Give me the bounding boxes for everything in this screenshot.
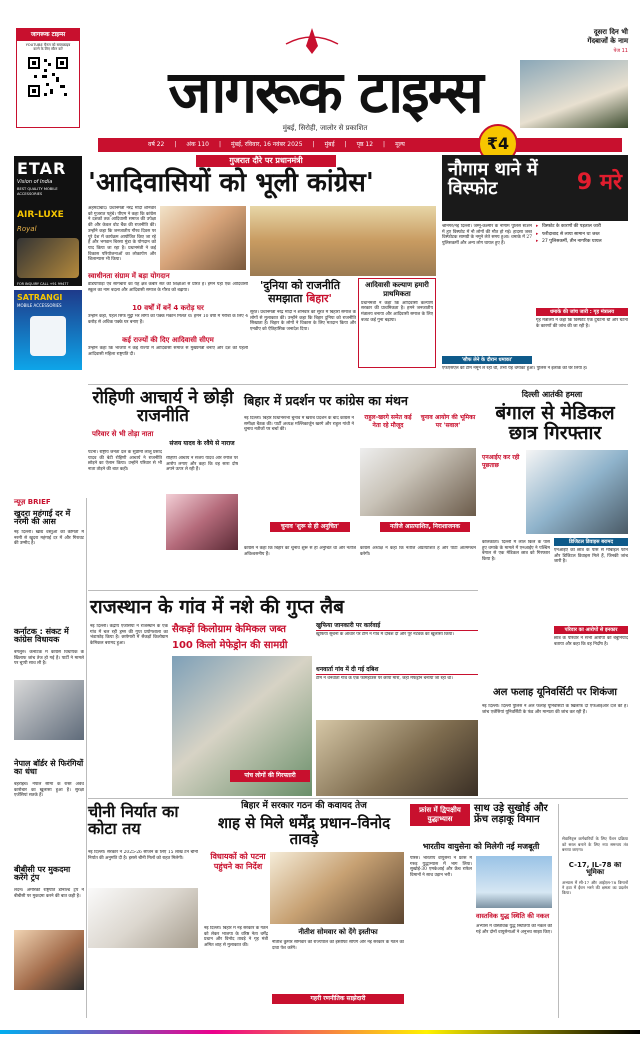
lead-sub3-body: उन्होंने कहा कि भाजपा ने कई राज्यों में आदिवासी समाज से मुख्यमंत्री बनाए और देश को पहली आदिवासी महिला राष्ट्रपति दी। (88, 346, 248, 357)
edition-price-label: मूल्य (395, 141, 405, 149)
delhi-attack-tag: एनआईए कर रही पूछताछ (482, 454, 520, 469)
pen-nib-logo (282, 26, 342, 56)
seizure-photo (316, 720, 478, 796)
explosion-bullet-2: ▸ फरीदाबाद से लाया सामान था जब्त (536, 232, 628, 238)
china-headline[interactable]: चीनी निर्यात का कोटा तय (88, 802, 179, 838)
delhi-attack-sub-body: एनआईए को छात्र के पास से मोबाइल फोन और डिजिटल डिवाइस मिले हैं, जिनकी जांच जारी है। (554, 548, 628, 565)
price-value: ₹4 (486, 134, 510, 153)
stage-photo (250, 206, 436, 276)
pension-body: सेवानिवृत्त कर्मचारियों के लिए पेंशन प्रक्रिया को सरल बनाने के लिए नया समन्वय तंत्र बनाया जाएगा। (562, 836, 628, 852)
france-caption-body: अभ्यास में वास्तविक युद्ध स्थितियों की नकल की गई और दोनों वायुसेनाओं ने अनुभव साझा किए। (476, 924, 552, 935)
france-headline[interactable]: साथ उड़े सुखोई और फ्रेंच लड़ाकू विमान (474, 803, 548, 825)
tribal-body: प्रधानमंत्री ने कहा कि आदिवासी कल्याण सरकार की प्राथमिकता है। हमने जनजातीय मंत्रालय बनाया और आदिवासी समाज के लिए बजट कई गुना बढ़ाया। (361, 300, 433, 323)
lead-body: अहमदाबाद। प्रधानमंत्री नरेंद्र मोदी शनिवार को गुजरात पहुंचे। पीएम ने कहा कि कांग्रेस ने दशकों तक आदिवासी समाज की उपेक्षा की और केवल वोट बैंक की राजनीति की। उन्होंने कहा कि जनजातीय गौरव दिवस पर पूरे देश में कार्यक्रम आयोजित किए जा रहे हैं और भगवान बिरसा मुंडा के योगदान को याद किया जा रहा है। प्रधानमंत्री ने कई विकास परियोजनाओं का लोकार्पण और शिलान्यास भी किया। (88, 206, 156, 263)
airluxe-label: AIR-LUXE (17, 210, 64, 221)
bihar-quote-highlight: बिहार' (306, 291, 332, 305)
bihar-congress-k2-body: कांग्रेस अध्यक्ष ने कहा कि नतीजे अप्रत्याशित हैं और पार्टी आत्ममंथन करेगी। (360, 546, 476, 557)
bihar-gov-body: नई दिल्ली। बिहार में नई सरकार के गठन को लेकर भाजपा के वरिष्ठ नेता धर्मेंद्र प्रधान और विनोद तावड़े ने गृह मंत्री अमित शाह से मुलाकात की। (204, 926, 268, 949)
edition-date: मुंबई, रविवार, 16 नवंबर 2025 (230, 141, 303, 149)
explosion-bullets (536, 224, 628, 284)
bihar-gov-nitish: नीतीश सोमवार को देंगे इस्तीफा (298, 928, 378, 936)
rahul-kharge-photo (360, 448, 476, 516)
edition-year: वर्ष 22 (148, 141, 165, 149)
delhi-attack-headline[interactable]: बंगाल से मेडिकल छात्र गिरफ्तार (495, 402, 615, 444)
shah-photo (270, 852, 404, 924)
bihar-congress-body: नई दिल्ली। बिहार विधानसभा चुनाव में खराब प्रदर्शन के बाद कांग्रेस ने समीक्षा बैठक की। पार्टी अध्यक्ष मल्लिकार्जुन खरगे और राहुल गांधी ने चुनाव नतीजों पर चर्चा की। (244, 416, 354, 433)
brief-h2[interactable]: कर्नाटक : संकट में कांग्रेस विधायक (14, 627, 69, 645)
bihar-congress-k2: नतीजे अप्रत्याशित, निराशाजनक (380, 522, 470, 532)
lead-sub1: स्वाधीनता संग्राम में बड़ा योगदान (88, 272, 170, 280)
cricket-photo (520, 60, 628, 128)
rajasthan-bullet-1: सैकड़ों किलोग्राम केमिकल जब्त (172, 624, 286, 635)
row-divider-1 (88, 384, 628, 385)
bihar-congress-k1: चुनाव 'शुरू से ही अनुचित' (270, 522, 350, 532)
explosion-quote: 'सौफ लेने के दौरान धमाका' (442, 356, 532, 364)
etar-tagline: BEST QUALITY MOBILE ACCESSORIES (17, 187, 58, 196)
satrangi-ad[interactable] (14, 290, 82, 370)
news-brief-label: न्यूज़ BRIEF (14, 498, 51, 506)
brief-divider (86, 498, 87, 1018)
teaser-page-tag: पेज 11 (613, 47, 628, 54)
explosion-bullet-1: ▸ विस्फोट के कारणों की पड़ताल जारी (536, 224, 628, 230)
rajasthan-tag3: धनवार्ता गांव में दी गई दबिश (316, 666, 478, 675)
delhi-attack-sub2-body: छात्र के परिवार ने सभी आरोपों को बेबुनियाद बताया और कहा कि वह निर्दोष है। (554, 636, 628, 647)
etar-sub: Vision of India (17, 179, 53, 185)
bihar-quote-line2: समझाता (268, 291, 303, 305)
teaser-line1: दूसरा दिन भी (593, 28, 628, 36)
delhi-attack-kicker: दिल्ली आतंकी हमला (521, 390, 583, 399)
rajasthan-tag2: खुफिया जानकारी पर कार्रवाई (316, 622, 478, 631)
bihar-gov-nitish-body: नीतीश कुमार सोमवार को राज्यपाल को इस्तीफा सौंपेंगे और नई सरकार के गठन का दावा पेश करेंगे। (272, 940, 404, 951)
bottom-colour-bar (0, 1030, 640, 1034)
rohini-headline[interactable]: रोहिणी आचार्य ने छोड़ी राजनीति (92, 388, 234, 426)
jets-photo (476, 856, 552, 908)
masthead-tagline: मुंबई, सिरोही, जालोर से प्रकाशित (282, 124, 368, 132)
sugar-photo (88, 888, 198, 948)
satrangi-brand: SATRANGI (17, 293, 63, 302)
explosion-bullet-3: ▸ 27 पुलिसकर्मी, तीन नागरिक घायल (536, 239, 628, 245)
bihar-congress-k1-body: कांग्रेस ने कहा कि बिहार का चुनाव शुरू से ही अनुचित था और नतीजे अविश्वसनीय हैं। (244, 546, 356, 557)
rajasthan-headline[interactable]: राजस्थान के गांव में नशे की गुप्त लैब (90, 596, 344, 618)
bihar-gov-headline2[interactable]: शाह से मिले धर्मेंद्र प्रधान–विनोद तावड़े (217, 814, 391, 848)
rajasthan-tag3-body: टीम ने धनवार्ता गांव के एक फार्महाउस पर छापा मारा, जहां मेफेड्रोन बनाया जा रहा था। (316, 676, 453, 681)
explosion-quote-body: एफएसएल की टीम नमूने ले रही थी, तभी यह धमाका हुआ। पुलिस ने इलाके को घेर लिया है। (442, 366, 588, 371)
row-divider-3 (88, 798, 628, 799)
rajasthan-body: नई दिल्ली। केंद्रीय एजेंसियों ने राजस्थान के एक गांव में चल रही ड्रग्स की गुप्त प्रयोगशाला का भंडाफोड़ किया है। छापेमारी में सैकड़ों किलोग्राम केमिकल बरामद हुआ। (90, 624, 168, 647)
france-sub: भारतीय वायुसेना को मिलेगी नई मजबूती (422, 842, 540, 851)
rohini-side-body: रोहिणी आचार्य ने संजय यादव और रमीज पर आरोप लगाए और कहा कि वह सारा दोष अपने ऊपर ले रही हैं। (166, 456, 238, 473)
bihar-gov-headline[interactable]: बिहार में सरकार गठन की कवायद तेज (241, 801, 367, 811)
pension-strip (558, 804, 628, 1018)
explosion-body: श्रीनगर/नई दिल्ली। जम्मू-कश्मीर के नौगाम पुलिस स्टेशन में हुए विस्फोट में नौ लोगों की मौत हो गई। हादसा जब्त विस्फोटक सामग्री के नमूने लेते समय हुआ। धमाके में 27 पुलिसकर्मी और अन्य लोग घायल हुए हैं। (442, 224, 532, 247)
china-body: नई दिल्ली। सरकार ने 2025-26 सीजन के लिए 15 लाख टन चीनी निर्यात की अनुमति दी है। इससे चीनी मिलों को राहत मिलेगी। (88, 850, 198, 861)
modi-photo (160, 206, 246, 270)
brief-h1[interactable]: खुदरा महंगाई दर में नरमी की आस (14, 509, 71, 527)
rohini-kicker: परिवार से भी तोड़ा नाता (92, 430, 154, 438)
satrangi-tag: MOBILE ACCESSORIES (17, 303, 62, 308)
etar-inquiry: FOR INQUIRY CALL +91 99477 71124 (17, 282, 69, 291)
edition-issue: अंक 110 (186, 141, 209, 149)
lead-sub1-body: डेडियापाड़ा एवं सागबारा का यह क्षेत्र कबीर संत की शिक्षाओं से प्रेरित है। हमने यहां एक आदिवासी स्कूल का नाम बदला और आदिवासी समाज के गौरव को बढ़ाया। (88, 282, 248, 293)
explosion-headline: नौगाम थाने में विस्फोट (448, 159, 538, 199)
bihar-quote-body: सूरत। प्रधानमंत्री नरेंद्र मोदी ने शनिवार को सूरत में बिहारी समाज के लोगों से मुलाकात की। उन्होंने कहा कि बिहार दुनिया को राजनीति सिखाता है। बिहार के लोगों ने विकास के लिए मतदान किया और एनडीए को ऐतिहासिक जनादेश दिया। (250, 310, 356, 333)
tribal-headline: आदिवासी कल्याण हमारी प्राथमिकता (365, 281, 429, 298)
france-tag: फ्रांस में द्विपक्षीय युद्धाभ्यास (410, 804, 470, 826)
cricket-teaser[interactable] (520, 28, 628, 128)
brief-b3: बहराइच। नेपाल सीमा के रास्ते अवैध कारोबार का खुलासा हुआ है। सुरक्षा एजेंसियां सतर्क हैं। (14, 782, 84, 799)
rohini-photo (166, 494, 238, 550)
earbuds-photo (17, 238, 79, 278)
rajasthan-tag2-body: खुफिया सूचना के आधार पर टीम ने गांव में दबिश दी और पूरे नेटवर्क का खुलासा किया। (316, 632, 454, 637)
bihar-congress-headline[interactable]: बिहार में प्रदर्शन पर कांग्रेस का मंथन (244, 393, 408, 408)
lead-sub3: कई राज्यों की दिए आदिवासी सीएम (122, 336, 214, 344)
edition-pages: पृष्ठ 12 (356, 141, 374, 149)
brief-b2: बेंगलुरु। कर्नाटक में कांग्रेस विधायक के खिलाफ जांच तेज हो गई है। पार्टी ने मामले पर चुप्पी साध ली है। (14, 650, 84, 667)
delhi-attack-sub2: परिवार का आरोपों से इनकार (554, 626, 628, 634)
brief-b1: नई दिल्ली। खाद्य वस्तुओं की कीमतों में नरमी से खुदरा महंगाई दर में और गिरावट की उम्मीद है। (14, 530, 84, 547)
edition-city: मुंबई (324, 141, 335, 149)
bihar-congress-q2: चुनाव आयोग की भूमिका पर 'सवाल' (420, 414, 476, 429)
tribal-box (358, 278, 436, 368)
row-divider-2 (88, 590, 478, 591)
qr-brand: जागरूक टाइम्स (17, 29, 79, 41)
rohini-body: पटना। राष्ट्रीय जनता दल के सुप्रीमो लालू प्रसाद यादव की बेटी रोहिणी आचार्य ने राजनीति छोड़ने का ऐलान किया। उन्होंने परिवार से भी नाता तोड़ने की बात कही। (88, 450, 162, 473)
royal-label: Royal (17, 225, 37, 234)
delhi-attack-sub: डिजिटल डिवाइस बरामद (554, 538, 628, 546)
brief-photo-1 (14, 680, 84, 740)
explosion-banner[interactable] (442, 155, 628, 221)
lead-headline[interactable]: 'आदिवासियों को भूली कांग्रेस' (88, 168, 374, 198)
bihar-gov-tag: विधायकों को पटना पहुंचने का निर्देश (210, 852, 266, 871)
brief-h4[interactable]: बीबीसी पर मुकदमा करेंगे ट्रंप (14, 865, 71, 883)
brief-h3[interactable]: नेपाल बॉर्डर से फिरंगियों का धंधा (14, 759, 84, 777)
rajasthan-arrest-tag: पांच लोगों की गिरफ्तारी (230, 770, 310, 782)
france-caption: वास्तविक युद्ध स्थिति की नकल (476, 912, 550, 920)
bihar-quote-line1: 'दुनिया को राजनीति (260, 279, 340, 292)
al-falah-body: नई दिल्ली। दिल्ली पुलिस ने अल फलाह यूनिवर्सिटी के खिलाफ दो एफआईआर दर्ज की हैं। जांच एजेंसियां यूनिवर्सिटी के फंड और मान्यता की जांच कर रही हैं। (482, 704, 628, 715)
lead-sub2-body: उन्होंने कहा, पहले सिर्फ मुट्ठी भर लोगों को पक्के मकान मिलते थे। हमने 10 वर्षों में गरीबों के लिए 4 करोड़ से अधिक पक्के घर बनाए हैं। (88, 314, 248, 325)
brief-b4: लंदन। अमेरिकी राष्ट्रपति डोनाल्ड ट्रंप ने बीबीसी पर मुकदमा करने की बात कही है। (14, 888, 84, 899)
plane-body: अभ्यास में सी-17 और आईएल-78 विमानों ने हवा में ईंधन भरने की क्षमता का प्रदर्शन किया। (562, 879, 628, 895)
bihar-quote-headline[interactable] (250, 280, 350, 305)
qr-line2: करने के लिए स्कैन करें (33, 46, 63, 51)
etar-ad[interactable] (14, 156, 82, 291)
masthead-title: जागरूक टाइम्स (168, 58, 482, 126)
al-falah-headline[interactable]: अल फलाह यूनिवर्सिटी पर शिकंजा (492, 687, 618, 698)
rohini-side-head: संजय यादव के रवैये से नाराज (169, 440, 235, 447)
powerbank-photo (30, 316, 66, 356)
plane-headline[interactable]: C-17, IL-78 की भूमिका (568, 861, 622, 877)
edition-bar: वर्ष 22 | अंक 110 | मुंबई, रविवार, 16 नवंबर 2025 | मुंबई | पृष्ठ 12 | मूल्य (98, 138, 622, 152)
qr-line1: YOUTUBE चैनल को सब्सक्राइब (25, 42, 71, 47)
bihar-congress-q1: राहुल-खरगे समेत कई नेता रहे मौजूद (364, 414, 412, 429)
etar-brand: ETAR (17, 159, 67, 178)
france-body: पेरिस। भारतीय वायुसेना ने फ्रांस में गरुड़ युद्धाभ्यास में भाग लिया। सुखोई-30 एमकेआई और फ्रेंच राफेल विमानों ने साथ उड़ान भरी। (410, 856, 472, 879)
explosion-sub-body: गृह मंत्रालय ने कहा कि विस्फोट एक दुर्घटना थी और घटना के कारणों की जांच की जा रही है। (536, 318, 628, 329)
lead-sub2: 10 वर्षों में बनें 4 करोड़ घर (132, 304, 204, 312)
explosion-death-tag: 9 मरे (576, 170, 622, 195)
teaser-line2: गेंदबाजों के नाम (587, 36, 628, 45)
qr-code-icon[interactable] (26, 55, 70, 99)
bihar-gov-bottom: गहरी रणनीतिक साझेदारी (272, 994, 404, 1004)
rajasthan-bullet-2: 100 किलो मेफेड्रोन की सामग्री (172, 640, 288, 651)
brief-photo-2 (14, 930, 84, 990)
delhi-attack-body: कोलकाता। दिल्ली में लाल किले के पास हुए धमाके के मामले में एनआईए ने पश्चिम बंगाल से एक मेडिकल छात्र को गिरफ्तार किया है। (482, 540, 550, 563)
qr-panel (16, 28, 80, 128)
students-photo (526, 450, 628, 534)
lead-kicker: गुजरात दौरे पर प्रधानमंत्री (196, 155, 336, 167)
explosion-sub: धमाके की जांच जारी : गृह मंत्रालय (536, 308, 628, 316)
